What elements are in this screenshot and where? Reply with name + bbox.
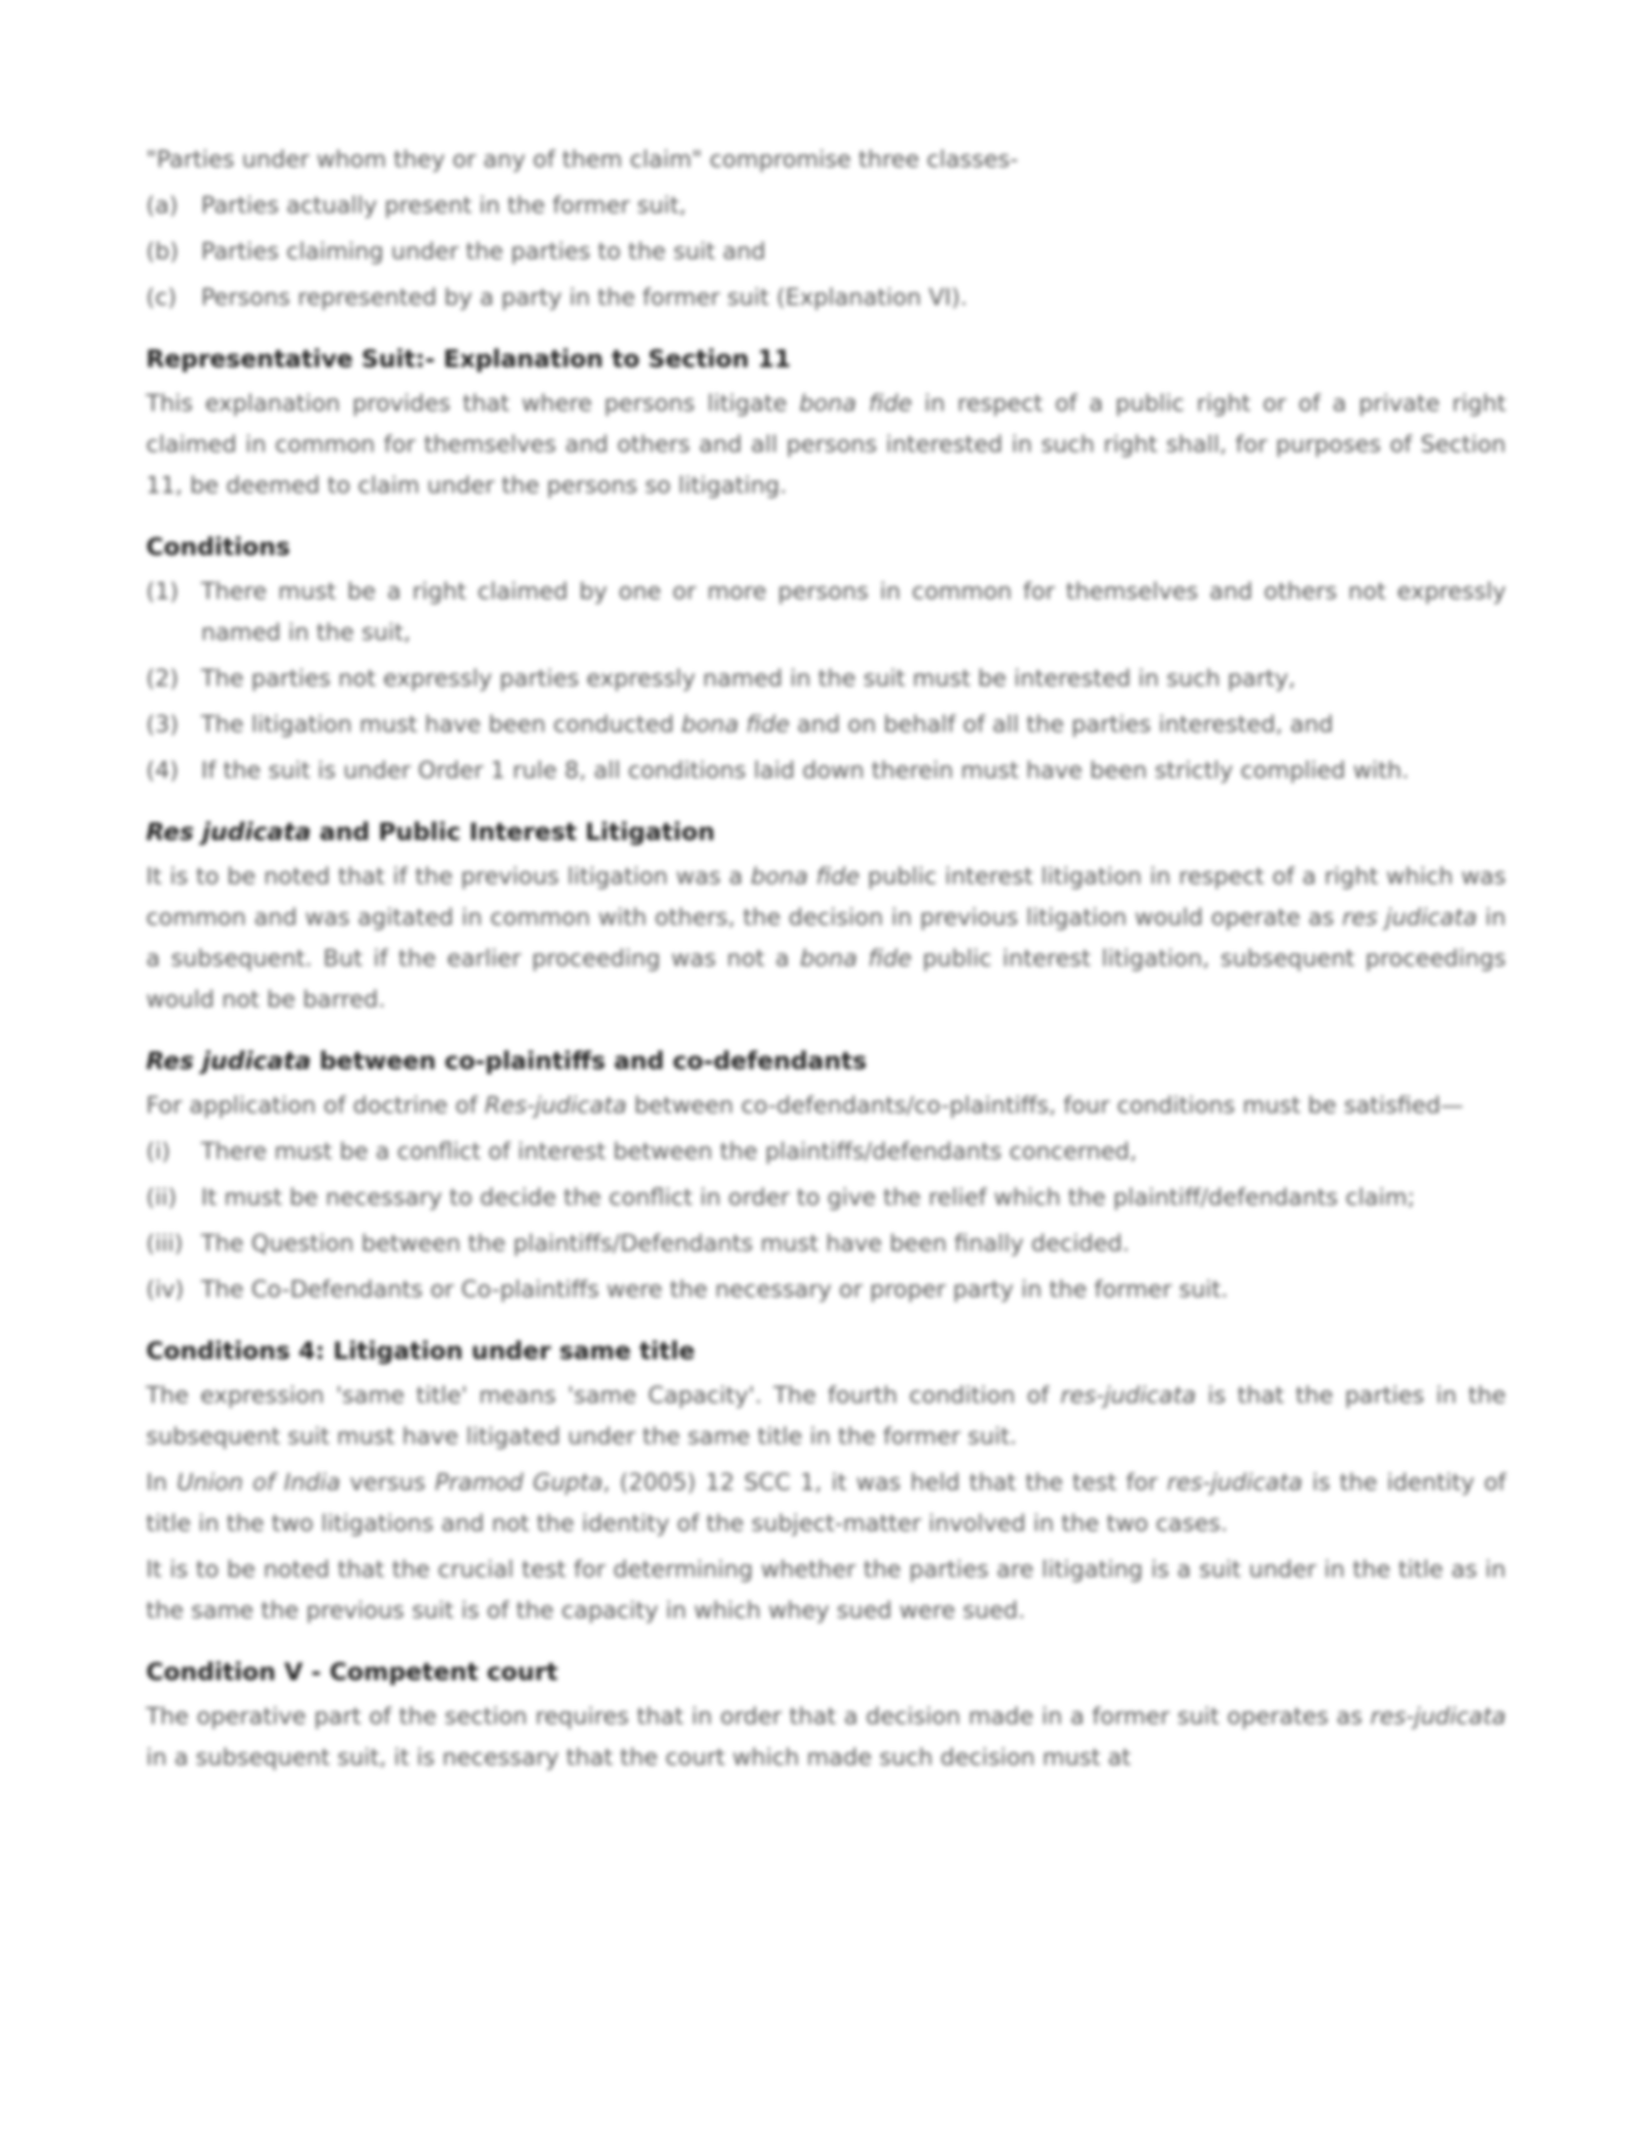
text-run: The litigation must have been conducted [201, 712, 682, 738]
text-run: between co-plaintiffs and co-defendants [311, 1047, 867, 1075]
co-condition-item-4 [146, 1270, 1506, 1311]
same-title-paragraph-1 [146, 1376, 1506, 1458]
text-run-italic: Res judicata [146, 1047, 312, 1075]
list-number: (ii) [146, 1185, 177, 1211]
condition-item-2 [146, 659, 1506, 700]
pil-heading [146, 812, 1506, 853]
list-text: It must be necessary to decide the conflict in order to give the relief which the plaintiff/defendants claim; [201, 1185, 1416, 1211]
list-number: (b) [146, 239, 179, 265]
text-run: public interest litigation in respect of a right which was common and was agitated in common with others, the decision in previous litigation would operate as [146, 864, 1506, 931]
text-run: In [146, 1470, 177, 1496]
list-text [201, 705, 1506, 746]
text-run-italic: res-judicata [1060, 1383, 1197, 1409]
text-run: If the suit is under Order 1 rule 8, all conditions laid down therein must have been strictly complied with. [201, 758, 1410, 784]
text-run: and Public Interest Litigation [311, 818, 715, 846]
class-item-a [146, 186, 1506, 227]
text-run-italic: Pramod Gupta [434, 1470, 603, 1496]
list-text: There must be a conflict of interest between the plaintiffs/defendants concerned, [201, 1139, 1137, 1165]
co-parties-intro [146, 1086, 1506, 1127]
text-run: It is to be noted that if the previous litigation was a [146, 864, 751, 890]
conditions-heading: Conditions [146, 533, 291, 561]
text-run-italic: bona fide [681, 712, 790, 738]
classes-intro: "Parties under whom they or any of them claim" compromise three classes- [146, 147, 1019, 173]
text-run-italic: bona fide [800, 946, 912, 972]
list-text: The Question between the plaintiffs/Defendants must have been finally decided. [201, 1231, 1130, 1257]
text-run-italic: Res judicata [146, 818, 312, 846]
co-parties-heading [146, 1041, 1506, 1082]
text-run: in a subsequent. But if the earlier proceeding was not a [146, 905, 1506, 972]
same-title-paragraph-2 [146, 1463, 1506, 1545]
competent-court-heading: Condition V - Competent court [146, 1658, 558, 1686]
text-run: public interest litigation, subsequent proceedings would not be barred. [146, 946, 1507, 1013]
list-number: (3) [146, 712, 179, 738]
pil-paragraph [146, 857, 1506, 1021]
list-text: Persons represented by a party in the former suit (Explanation VI). [201, 285, 968, 311]
list-number: (2) [146, 666, 179, 692]
co-condition-item-1 [146, 1132, 1506, 1173]
text-run: For application of doctrine of [146, 1093, 485, 1119]
text-run: is the identity of title in the two litigations and not the identity of the subject-matter involved in the two cases. [146, 1470, 1507, 1537]
text-run: The operative part of the section requires that in order that a decision made in a former suit operates as [146, 1704, 1371, 1730]
text-run: is that the parties in the subsequent suit must have litigated under the same title in the former suit. [146, 1383, 1506, 1450]
text-run: in a subsequent suit, it is necessary that the court which made such decision must at [146, 1745, 1131, 1771]
text-run-italic: Union of India [176, 1470, 341, 1496]
text-run: The expression 'same title' means 'same Capacity'. The fourth condition of [146, 1383, 1061, 1409]
text-run-italic: bona fide [799, 391, 913, 417]
list-number: (c) [146, 285, 177, 311]
condition-item-1 [146, 572, 1506, 654]
class-item-c [146, 278, 1506, 319]
list-number: (i) [146, 1139, 171, 1165]
text-run: There must be a right claimed by one or more persons in common for themselves and others not expressly named in the suit, [201, 579, 1506, 646]
list-text: Parties claiming under the parties to the suit and [201, 239, 766, 265]
text-run: This explanation provides that where persons litigate [146, 391, 800, 417]
text-run-italic: res judicata [1342, 905, 1478, 931]
list-number: (1) [146, 579, 179, 605]
text-run-italic: res-judicata [1370, 1704, 1506, 1730]
text-run-italic: bona fide [750, 864, 860, 890]
text-run: versus [340, 1470, 435, 1496]
list-text: Parties actually present in the former suit, [201, 193, 687, 219]
list-text [201, 659, 1506, 700]
text-run: and on behalf of all the parties interested, and [789, 712, 1334, 738]
list-number: (iii) [146, 1231, 184, 1257]
text-run-italic: Res-judicata [484, 1093, 627, 1119]
list-number: (iv) [146, 1277, 184, 1303]
text-run: The parties not expressly parties expressly named in the suit must be interested in such party, [201, 666, 1296, 692]
list-number: (4) [146, 758, 179, 784]
list-text: The Co-Defendants or Co-plaintiffs were the necessary or proper party in the former suit. [201, 1277, 1229, 1303]
representative-suit-heading: Representative Suit:- Explanation to Section 11 [146, 345, 791, 373]
document-page [146, 140, 1506, 1784]
text-run: in respect of a public right or of a private right claimed in common for themselves and others and all persons interested in such right shall, for purposes of Section 11, be deemed to claim under the persons so litigating. [146, 391, 1507, 499]
text-run: , (2005) 12 SCC 1, it was held that the test for [602, 1470, 1167, 1496]
list-number: (a) [146, 193, 179, 219]
list-text [201, 572, 1506, 654]
class-item-b [146, 232, 1506, 273]
representative-suit-paragraph [146, 384, 1506, 507]
competent-court-paragraph [146, 1697, 1506, 1779]
text-run: between co-defendants/co-plaintiffs, four conditions must be satisfied— [626, 1093, 1464, 1119]
same-title-paragraph-3: It is to be noted that the crucial test for determining whether the parties are litigating is a suit under in the title as in the same the previous suit is of the capacity in which whey sued were sued. [146, 1557, 1506, 1624]
condition-item-4 [146, 751, 1506, 792]
co-condition-item-3 [146, 1224, 1506, 1265]
text-run-italic: res-judicata [1166, 1470, 1303, 1496]
condition-item-3 [146, 705, 1506, 746]
list-text [201, 751, 1506, 792]
co-condition-item-2 [146, 1178, 1506, 1219]
same-title-heading: Conditions 4: Litigation under same title [146, 1337, 695, 1365]
